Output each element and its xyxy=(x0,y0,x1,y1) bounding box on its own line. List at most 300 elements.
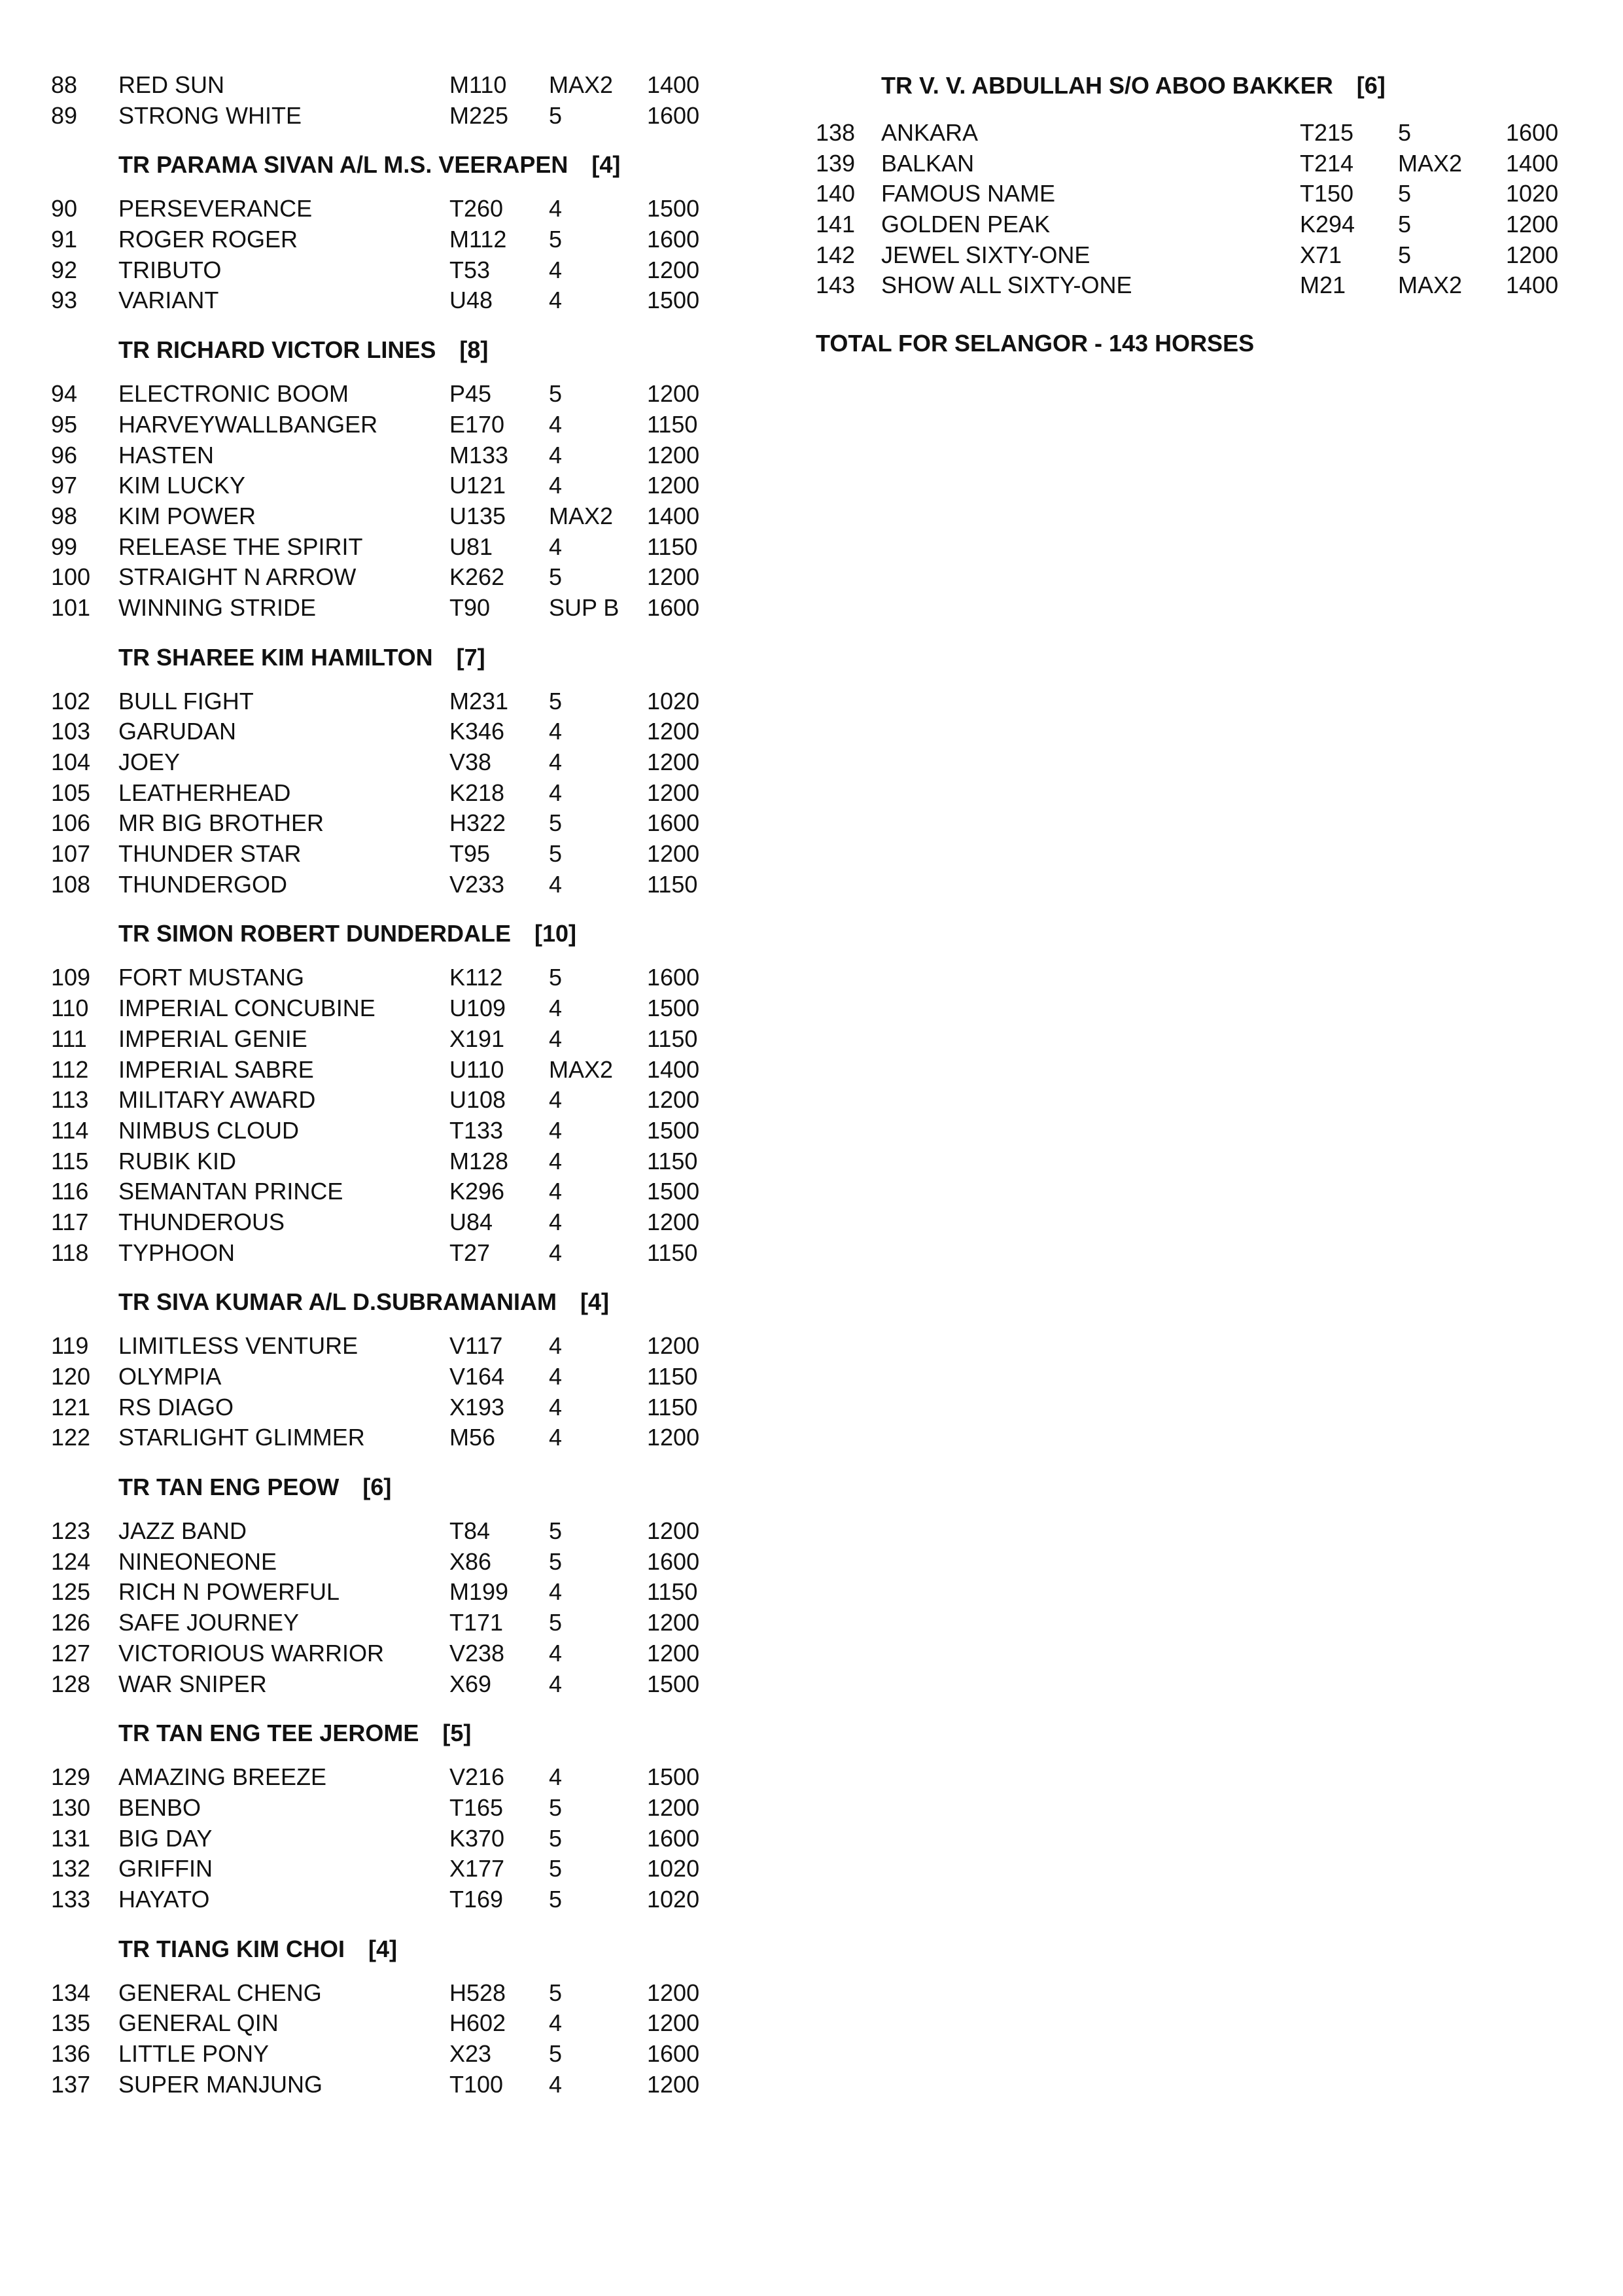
horse-name: GENERAL QIN xyxy=(118,2009,279,2037)
horse-name: THUNDER STAR xyxy=(118,840,302,868)
horse-distance: 1400 xyxy=(647,1055,700,1083)
horse-row xyxy=(816,209,1581,240)
horse-number: 104 xyxy=(51,749,91,775)
trainer-section xyxy=(51,642,725,900)
horse-number: 98 xyxy=(51,502,78,529)
horse-class: 4 xyxy=(549,1639,563,1667)
horse-name: THUNDERGOD xyxy=(118,870,287,898)
horse-code: U48 xyxy=(449,287,493,314)
trainer-heading xyxy=(51,149,725,180)
horse-row xyxy=(51,778,725,809)
trainer-heading xyxy=(51,334,725,365)
horse-class: 5 xyxy=(549,380,563,408)
horse-name: MR BIG BROTHER xyxy=(118,809,324,837)
horse-code: X191 xyxy=(449,1025,505,1052)
horse-name: ELECTRONIC BOOM xyxy=(118,380,349,408)
horse-name: RS DIAGO xyxy=(118,1393,234,1421)
horse-distance: 1200 xyxy=(647,1086,700,1114)
horse-class: 4 xyxy=(549,1208,563,1235)
trainer-name: TR TIANG KIM CHOI xyxy=(118,1935,345,1962)
horse-class: 4 xyxy=(549,1178,563,1205)
horse-number: 93 xyxy=(51,287,78,314)
horse-distance: 1200 xyxy=(647,380,700,408)
horse-code: T84 xyxy=(449,1517,491,1545)
horse-class: 4 xyxy=(549,2009,563,2037)
horse-code: T90 xyxy=(449,593,491,621)
horse-distance: 1200 xyxy=(647,1424,700,1451)
trainer-section xyxy=(51,1286,725,1453)
horse-distance: 1200 xyxy=(1506,241,1559,268)
horse-class: 4 xyxy=(549,2070,563,2098)
horse-code: X193 xyxy=(449,1393,505,1421)
trainer-heading xyxy=(51,1718,725,1748)
horse-code: T100 xyxy=(449,2070,504,2098)
horse-distance: 1600 xyxy=(647,964,700,991)
horse-distance: 1150 xyxy=(647,1578,698,1606)
horse-row xyxy=(51,285,725,316)
horse-number: 120 xyxy=(51,1363,91,1390)
horse-row xyxy=(51,70,725,101)
horse-number: 128 xyxy=(51,1670,91,1697)
horse-class: 4 xyxy=(549,1239,563,1266)
trainer-section xyxy=(51,70,725,131)
horse-code: M231 xyxy=(449,687,509,715)
horse-row xyxy=(51,1608,725,1638)
horse-row xyxy=(51,1238,725,1269)
horse-row xyxy=(51,1516,725,1547)
horse-class: 4 xyxy=(549,533,563,560)
horse-distance: 1600 xyxy=(647,2040,700,2067)
horse-row xyxy=(816,179,1581,209)
horse-distance: 1400 xyxy=(1506,272,1559,299)
horse-code: T95 xyxy=(449,840,491,868)
horse-number: 101 xyxy=(51,593,91,621)
trainer-name: TR TAN ENG TEE JEROME xyxy=(118,1720,419,1747)
horse-number: 115 xyxy=(51,1147,89,1174)
horse-class: 4 xyxy=(549,1393,563,1421)
horse-row xyxy=(51,379,725,410)
horse-row xyxy=(51,1762,725,1793)
trainer-heading xyxy=(51,1286,725,1317)
horse-row xyxy=(51,1024,725,1055)
horse-class: 5 xyxy=(549,1824,563,1852)
horse-distance: 1020 xyxy=(647,1885,700,1913)
horse-code: V238 xyxy=(449,1639,505,1667)
horse-distance: 1600 xyxy=(1506,119,1559,146)
horse-number: 125 xyxy=(51,1578,91,1606)
horse-class: MAX2 xyxy=(549,502,614,529)
horse-row xyxy=(51,1884,725,1915)
horse-row xyxy=(51,839,725,870)
horse-name: ROGER ROGER xyxy=(118,226,298,253)
horse-number: 134 xyxy=(51,1979,91,2006)
horse-number: 126 xyxy=(51,1609,91,1636)
trainer-section xyxy=(51,1934,725,2100)
horse-row xyxy=(51,1116,725,1146)
horse-code: T150 xyxy=(1300,180,1354,207)
horse-distance: 1200 xyxy=(647,2070,700,2098)
horse-class: 5 xyxy=(549,1609,563,1636)
horse-name: JOEY xyxy=(118,749,181,775)
horse-row xyxy=(51,1146,725,1177)
horse-distance: 1150 xyxy=(647,870,698,898)
horse-class: MAX2 xyxy=(1398,272,1463,299)
horse-row xyxy=(51,194,725,224)
horse-class: 5 xyxy=(549,1547,563,1575)
horse-class: 5 xyxy=(1398,241,1412,268)
horse-class: MAX2 xyxy=(549,1055,614,1083)
horse-name: GOLDEN PEAK xyxy=(881,211,1051,238)
horse-class: 4 xyxy=(549,1424,563,1451)
horse-code: X23 xyxy=(449,2040,492,2067)
horse-name: WINNING STRIDE xyxy=(118,593,316,621)
horse-code: T171 xyxy=(449,1609,504,1636)
horse-code: T260 xyxy=(449,195,504,222)
horse-row xyxy=(51,410,725,440)
horse-distance: 1600 xyxy=(647,226,700,253)
horse-number: 133 xyxy=(51,1885,91,1913)
horse-code: K262 xyxy=(449,563,505,591)
horse-class: 5 xyxy=(549,563,563,591)
horse-number: 107 xyxy=(51,840,91,868)
horse-number: 116 xyxy=(51,1178,89,1205)
trainer-horse-count: [4] xyxy=(368,1935,397,1962)
horse-row xyxy=(51,562,725,593)
horse-code: T215 xyxy=(1300,119,1354,146)
horse-class: 4 xyxy=(549,1332,563,1360)
horse-distance: 1500 xyxy=(647,195,700,222)
horse-distance: 1200 xyxy=(647,1332,700,1360)
horse-distance: 1150 xyxy=(647,1239,698,1266)
horse-code: M21 xyxy=(1300,272,1346,299)
horse-class: 4 xyxy=(549,1363,563,1390)
horse-name: JAZZ BAND xyxy=(118,1517,247,1545)
horse-row xyxy=(51,1362,725,1392)
trainer-section xyxy=(51,1718,725,1915)
horse-number: 96 xyxy=(51,441,78,468)
horse-number: 135 xyxy=(51,2009,91,2037)
horse-distance: 1200 xyxy=(647,749,700,775)
horse-distance: 1150 xyxy=(647,410,698,438)
horse-distance: 1200 xyxy=(647,779,700,806)
horse-number: 121 xyxy=(51,1393,91,1421)
horse-class: 5 xyxy=(549,101,563,129)
horse-row xyxy=(51,532,725,563)
horse-row xyxy=(51,1638,725,1669)
horse-name: KIM LUCKY xyxy=(118,472,246,499)
horse-number: 140 xyxy=(816,180,856,207)
horse-number: 88 xyxy=(51,71,78,98)
horse-code: X69 xyxy=(449,1670,492,1697)
horse-row xyxy=(51,593,725,624)
horse-number: 143 xyxy=(816,272,856,299)
horse-name: IMPERIAL SABRE xyxy=(118,1055,314,1083)
horse-code: P45 xyxy=(449,380,492,408)
horse-number: 114 xyxy=(51,1116,89,1144)
horse-number: 91 xyxy=(51,226,78,253)
horse-class: 4 xyxy=(549,1578,563,1606)
trainer-name: TR V. V. ABDULLAH S/O ABOO BAKKER xyxy=(881,72,1333,99)
horse-distance: 1200 xyxy=(647,441,700,468)
trainer-name: TR SIVA KUMAR A/L D.SUBRAMANIAM xyxy=(118,1288,557,1316)
horse-class: 4 xyxy=(549,195,563,222)
horse-number: 129 xyxy=(51,1763,91,1791)
horse-number: 106 xyxy=(51,809,91,837)
horse-code: V38 xyxy=(449,749,492,775)
horse-distance: 1150 xyxy=(647,1147,698,1174)
horse-name: HARVEYWALLBANGER xyxy=(118,410,378,438)
horse-code: K294 xyxy=(1300,211,1355,238)
horse-number: 102 xyxy=(51,687,91,715)
horse-name: MILITARY AWARD xyxy=(118,1086,316,1114)
horse-class: 4 xyxy=(549,287,563,314)
trainer-section xyxy=(51,334,725,624)
horse-name: IMPERIAL GENIE xyxy=(118,1025,307,1052)
trainer-horse-count: [4] xyxy=(580,1288,609,1316)
horse-number: 137 xyxy=(51,2070,91,2098)
horse-distance: 1400 xyxy=(647,502,700,529)
horse-class: 5 xyxy=(549,1979,563,2006)
horse-number: 110 xyxy=(51,995,89,1022)
horse-name: SUPER MANJUNG xyxy=(118,2070,323,2098)
horse-number: 92 xyxy=(51,256,78,283)
horse-distance: 1150 xyxy=(647,1393,698,1421)
horse-distance: 1200 xyxy=(647,563,700,591)
horse-row xyxy=(51,686,725,717)
horse-code: U135 xyxy=(449,502,506,529)
horse-code: U81 xyxy=(449,533,493,560)
horse-name: ANKARA xyxy=(881,119,979,146)
horse-row xyxy=(51,101,725,132)
horse-distance: 1600 xyxy=(647,1824,700,1852)
horse-class: 4 xyxy=(549,870,563,898)
horse-row xyxy=(51,747,725,778)
horse-class: 5 xyxy=(549,2040,563,2067)
horse-distance: 1200 xyxy=(647,1517,700,1545)
trainer-heading xyxy=(51,918,725,949)
horse-name: STRONG WHITE xyxy=(118,101,302,129)
horse-name: WAR SNIPER xyxy=(118,1670,267,1697)
horse-row xyxy=(816,270,1581,301)
horse-code: V164 xyxy=(449,1363,505,1390)
horse-class: 4 xyxy=(549,779,563,806)
horse-name: SHOW ALL SIXTY-ONE xyxy=(881,272,1132,299)
horse-name: SEMANTAN PRINCE xyxy=(118,1178,343,1205)
trainer-section xyxy=(51,1472,725,1699)
horse-row xyxy=(51,1824,725,1854)
horse-number: 141 xyxy=(816,211,856,238)
horse-number: 99 xyxy=(51,533,78,560)
horse-distance: 1020 xyxy=(1506,180,1559,207)
horse-name: OLYMPIA xyxy=(118,1363,222,1390)
horse-distance: 1200 xyxy=(647,472,700,499)
horse-code: V216 xyxy=(449,1763,505,1791)
horse-distance: 1500 xyxy=(647,1763,700,1791)
trainer-name: TR TAN ENG PEOW xyxy=(118,1474,340,1501)
horse-number: 123 xyxy=(51,1517,91,1545)
horse-row xyxy=(51,1669,725,1700)
horse-number: 138 xyxy=(816,119,856,146)
horse-row xyxy=(51,870,725,900)
horse-name: KIM POWER xyxy=(118,502,256,529)
horse-code: M225 xyxy=(449,101,509,129)
horse-class: MAX2 xyxy=(549,71,614,98)
horse-code: T165 xyxy=(449,1793,504,1821)
horse-row xyxy=(51,255,725,286)
horse-code: M56 xyxy=(449,1424,496,1451)
horse-number: 139 xyxy=(816,149,856,177)
horse-class: 4 xyxy=(549,1116,563,1144)
horse-name: RED SUN xyxy=(118,71,225,98)
trainer-heading xyxy=(51,1934,725,1964)
horse-name: JEWEL SIXTY-ONE xyxy=(881,241,1091,268)
horse-code: U110 xyxy=(449,1055,504,1083)
horse-code: X71 xyxy=(1300,241,1342,268)
horse-class: MAX2 xyxy=(1398,149,1463,177)
horse-class: 4 xyxy=(549,410,563,438)
trainer-horse-count: [4] xyxy=(591,151,621,179)
horse-distance: 1200 xyxy=(647,1793,700,1821)
left-column xyxy=(51,70,725,2100)
horse-code: T133 xyxy=(449,1116,504,1144)
horse-name: STRAIGHT N ARROW xyxy=(118,563,357,591)
horse-distance: 1020 xyxy=(647,687,700,715)
horse-number: 132 xyxy=(51,1855,91,1882)
horse-distance: 1600 xyxy=(647,593,700,621)
horse-distance: 1020 xyxy=(647,1855,700,1882)
horse-name: BALKAN xyxy=(881,149,975,177)
horse-name: HASTEN xyxy=(118,441,215,468)
horse-name: RELEASE THE SPIRIT xyxy=(118,533,363,560)
horse-code: M128 xyxy=(449,1147,509,1174)
horse-row xyxy=(51,963,725,993)
horse-code: M199 xyxy=(449,1578,509,1606)
horse-name: NIMBUS CLOUD xyxy=(118,1116,300,1144)
horse-number: 94 xyxy=(51,380,78,408)
right-sections xyxy=(816,70,1581,301)
horse-distance: 1500 xyxy=(647,1116,700,1144)
horse-class: 5 xyxy=(549,1855,563,1882)
horse-number: 117 xyxy=(51,1208,89,1235)
horse-name: STARLIGHT GLIMMER xyxy=(118,1424,365,1451)
horse-row xyxy=(51,440,725,471)
horse-distance: 1200 xyxy=(647,1979,700,2006)
horse-number: 113 xyxy=(51,1086,89,1114)
horse-number: 100 xyxy=(51,563,91,591)
horse-code: T214 xyxy=(1300,149,1354,177)
horse-name: SAFE JOURNEY xyxy=(118,1609,300,1636)
horse-row xyxy=(51,808,725,839)
horse-class: 4 xyxy=(549,1763,563,1791)
horse-code: T53 xyxy=(449,256,491,283)
horse-row xyxy=(51,1854,725,1884)
horse-class: 5 xyxy=(549,226,563,253)
horse-number: 103 xyxy=(51,718,91,745)
horse-code: X86 xyxy=(449,1547,492,1575)
horse-code: K296 xyxy=(449,1178,505,1205)
horse-name: FAMOUS NAME xyxy=(881,180,1056,207)
horse-number: 142 xyxy=(816,241,856,268)
horse-name: THUNDEROUS xyxy=(118,1208,285,1235)
horse-code: H528 xyxy=(449,1979,506,2006)
horse-number: 127 xyxy=(51,1639,91,1667)
horse-number: 111 xyxy=(51,1025,87,1052)
horse-code: K346 xyxy=(449,718,505,745)
horse-code: M110 xyxy=(449,71,507,98)
trainer-horse-count: [6] xyxy=(1356,72,1386,99)
horse-class: 4 xyxy=(549,718,563,745)
horse-number: 130 xyxy=(51,1793,91,1821)
horse-class: 5 xyxy=(1398,211,1412,238)
horse-class: SUP B xyxy=(549,593,620,621)
horse-number: 112 xyxy=(51,1055,89,1083)
horse-row xyxy=(51,2008,725,2039)
horse-number: 119 xyxy=(51,1332,89,1360)
horse-number: 124 xyxy=(51,1547,91,1575)
trainer-horse-count: [7] xyxy=(456,643,485,671)
horse-name: IMPERIAL CONCUBINE xyxy=(118,995,375,1022)
horse-distance: 1200 xyxy=(647,1208,700,1235)
horse-row xyxy=(51,1331,725,1362)
horse-class: 4 xyxy=(549,472,563,499)
horse-distance: 1200 xyxy=(647,1639,700,1667)
horse-row xyxy=(51,224,725,255)
horse-class: 5 xyxy=(549,1885,563,1913)
horse-class: 4 xyxy=(549,1670,563,1697)
horse-code: U84 xyxy=(449,1208,493,1235)
horse-class: 5 xyxy=(1398,119,1412,146)
horse-class: 4 xyxy=(549,1147,563,1174)
horse-distance: 1400 xyxy=(1506,149,1559,177)
trainer-name: TR RICHARD VICTOR LINES xyxy=(118,336,436,364)
horse-name: RUBIK KID xyxy=(118,1147,237,1174)
horse-name: LITTLE PONY xyxy=(118,2040,270,2067)
horse-name: BIG DAY xyxy=(118,1824,213,1852)
horse-class: 5 xyxy=(549,687,563,715)
horse-code: U121 xyxy=(449,472,506,499)
horse-class: 5 xyxy=(1398,180,1412,207)
horse-class: 4 xyxy=(549,749,563,775)
horse-name: TRIBUTO xyxy=(118,256,222,283)
trainer-section xyxy=(51,149,725,316)
horse-name: PERSEVERANCE xyxy=(118,195,313,222)
horse-code: E170 xyxy=(449,410,505,438)
horse-number: 122 xyxy=(51,1424,91,1451)
horse-class: 4 xyxy=(549,256,563,283)
horse-distance: 1600 xyxy=(647,1547,700,1575)
horse-row xyxy=(51,993,725,1024)
horse-name: FORT MUSTANG xyxy=(118,964,305,991)
horse-class: 4 xyxy=(549,441,563,468)
horse-code: T27 xyxy=(449,1239,491,1266)
horse-row xyxy=(51,470,725,501)
trainer-section xyxy=(816,70,1581,301)
horse-name: RICH N POWERFUL xyxy=(118,1578,340,1606)
horse-number: 109 xyxy=(51,964,91,991)
horse-distance: 1400 xyxy=(647,71,700,98)
horse-code: M133 xyxy=(449,441,509,468)
horse-code: K370 xyxy=(449,1824,505,1852)
horse-distance: 1200 xyxy=(647,718,700,745)
trainer-name: TR SIMON ROBERT DUNDERDALE xyxy=(118,920,511,947)
horse-code: H322 xyxy=(449,809,506,837)
horse-class: 5 xyxy=(549,809,563,837)
horse-row xyxy=(51,716,725,747)
horse-code: H602 xyxy=(449,2009,506,2037)
trainer-horse-count: [6] xyxy=(362,1474,392,1501)
horse-row xyxy=(51,1793,725,1824)
horse-row xyxy=(816,240,1581,271)
